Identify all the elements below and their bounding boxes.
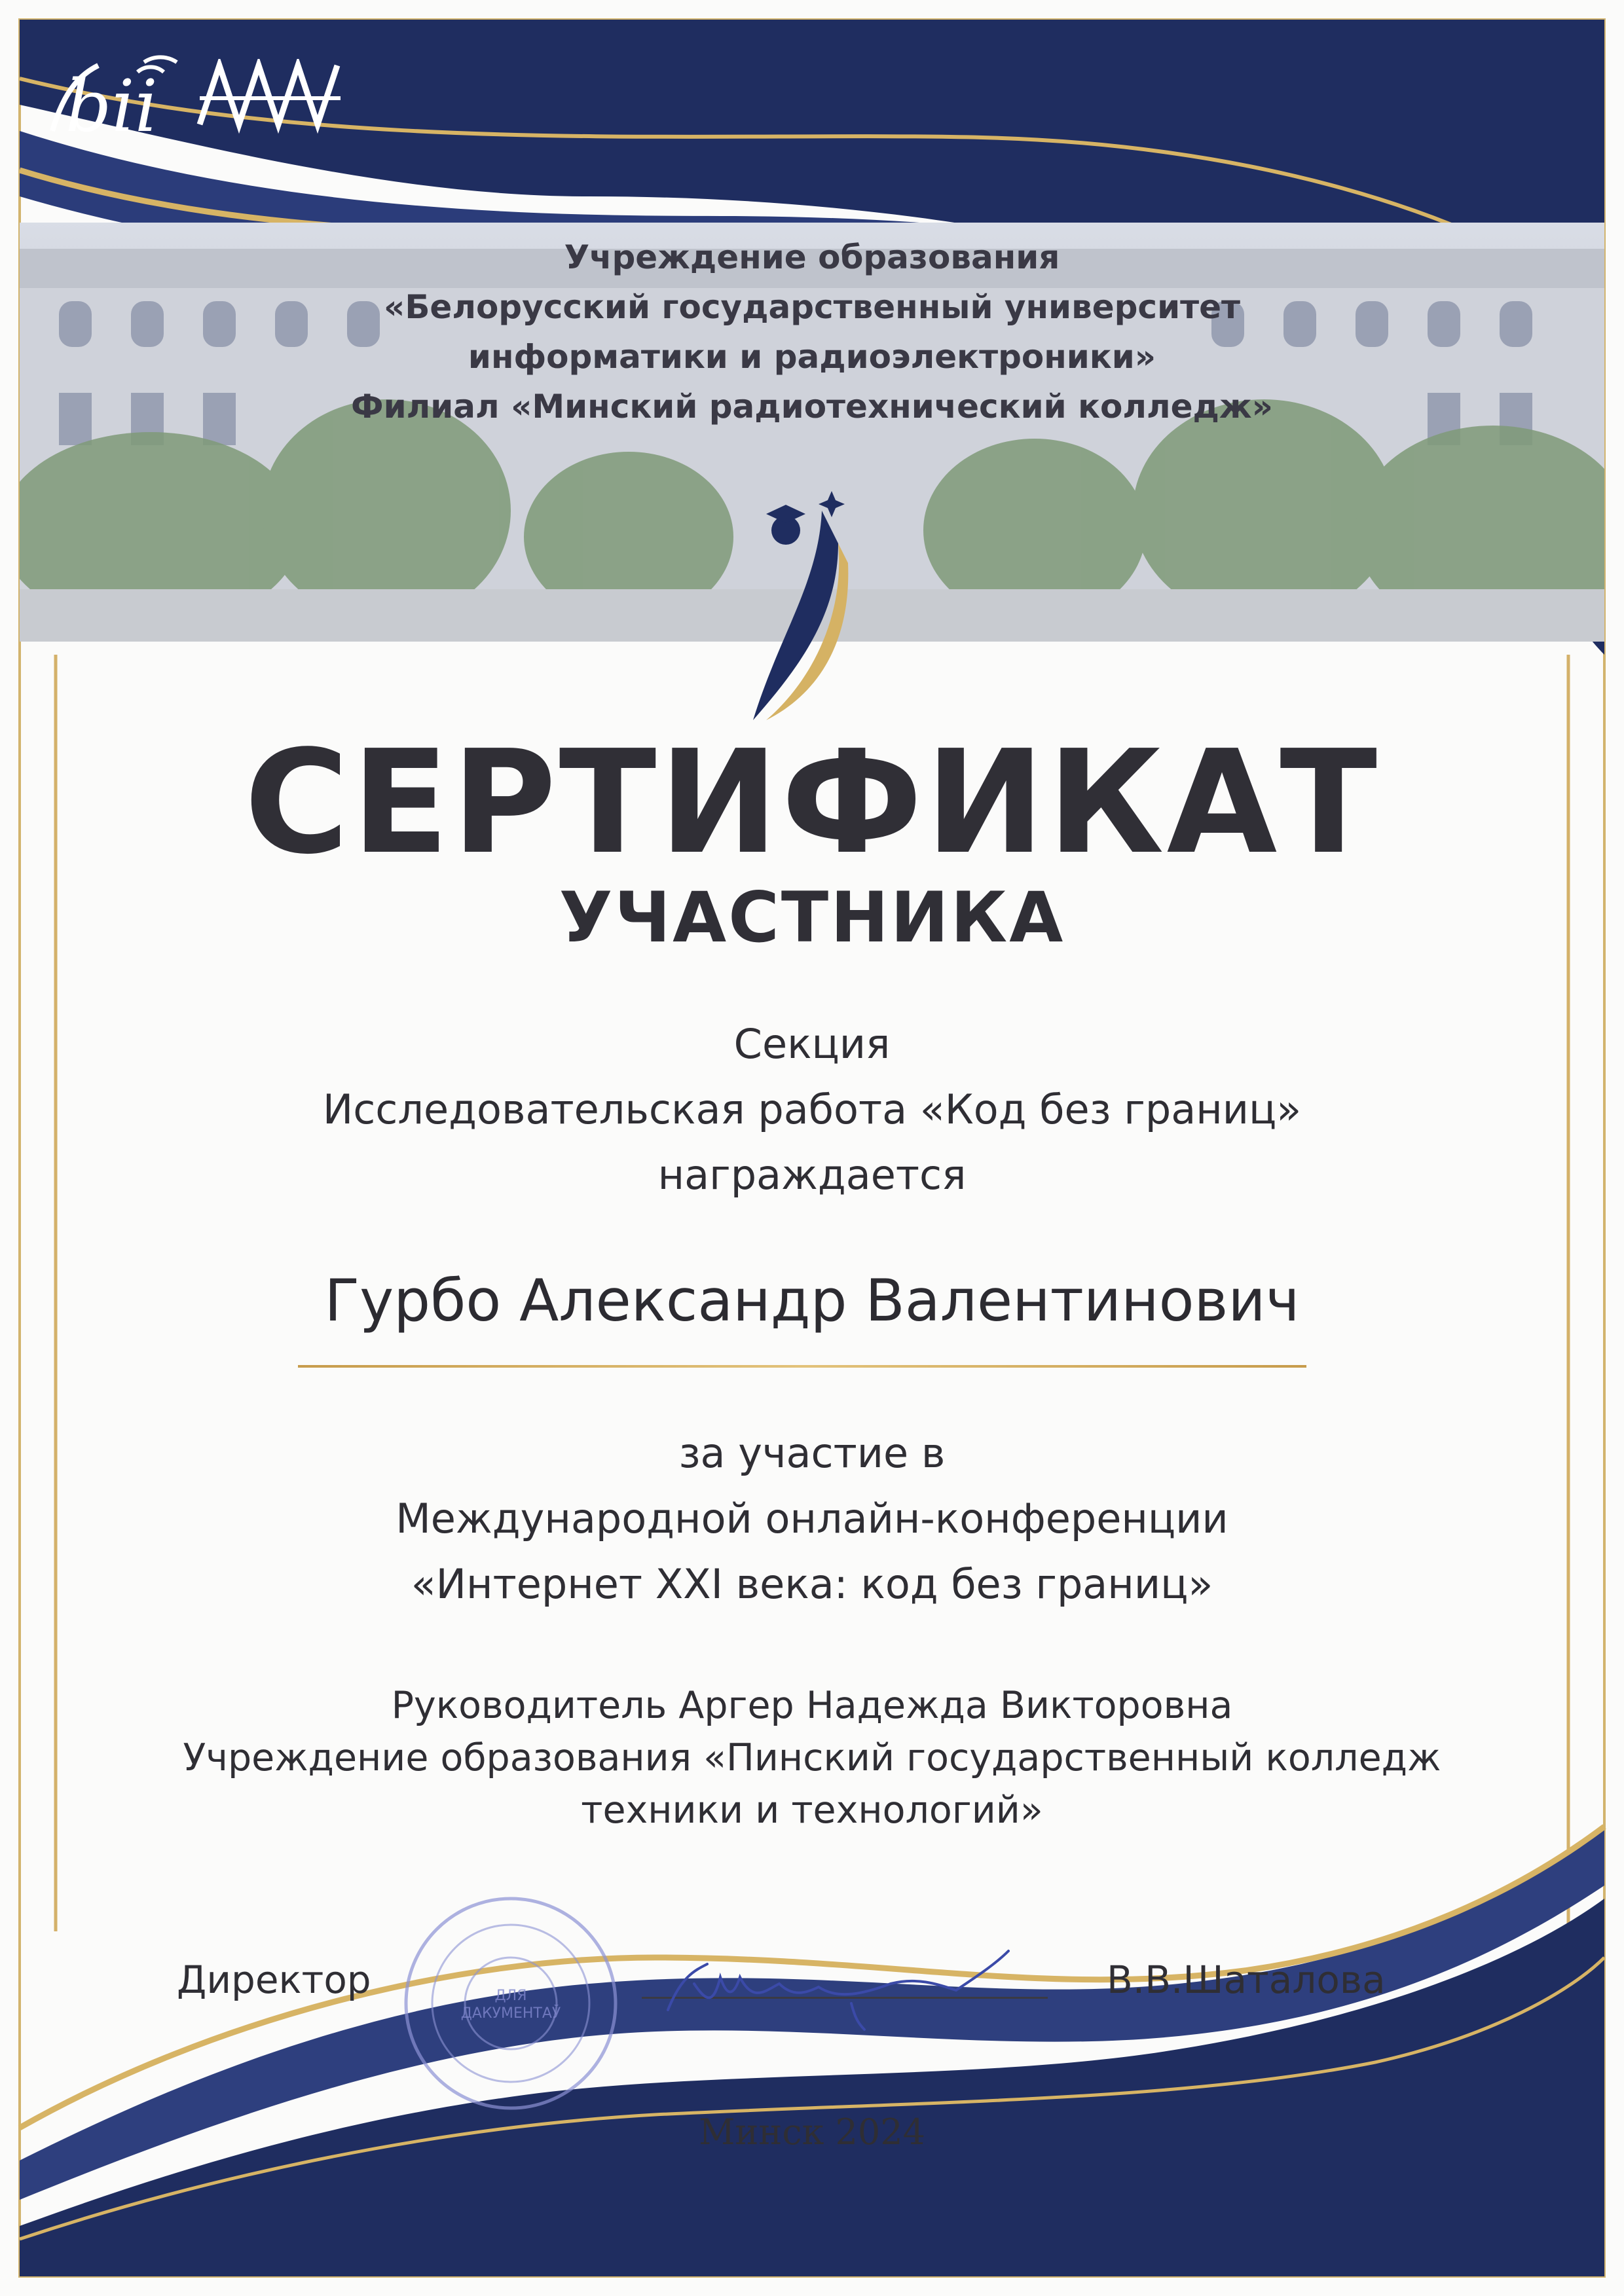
recipient-name: Гурбо Александр Валентинович [324,1267,1300,1334]
signature-role: Директор [177,1958,371,2002]
graduate-emblem-icon [740,484,858,733]
event-line-1: за участие в [678,1429,946,1477]
svg-text:ДЛЯ: ДЛЯ [494,1988,527,2004]
organization-line-3: информатики и радиоэлектроники» [468,338,1156,376]
supervisor-line-1: Руководитель Аргер Надежда Викторовна [391,1684,1233,1727]
organization-header [0,232,1624,431]
organization-line-1: Учреждение образования [564,238,1060,276]
svg-text:ДАКУМЕНТАЎ: ДАКУМЕНТАЎ [460,2005,561,2022]
awarded-text: награждается [657,1151,967,1199]
organization-line-4: Филиал «Минский радиотехнический колледж» [351,388,1273,426]
official-stamp [399,1892,622,2115]
director-signature [655,1938,1035,2036]
supervisor-line-2: Учреждение образования «Пинский государственный колледж [183,1736,1441,1779]
event-block [0,1421,1624,1617]
certificate-title: СЕРТИФИКАТ [244,720,1380,886]
certificate-subtitle: УЧАСТНИКА [559,877,1065,958]
svg-text:bii: bii [65,64,158,144]
supervisor-line-3: техники и технологий» [581,1789,1043,1832]
mrk-logo [196,59,347,137]
bsuir-logo [39,46,196,144]
recipient-underline [298,1365,1306,1368]
city-year: Минск 2024 [699,2111,925,2153]
section-label: Секция [733,1020,891,1068]
event-line-3: «Интернет XXI века: код без границ» [411,1560,1213,1608]
director-name: В.В.Шаталова [1107,1958,1386,2002]
supervisor-block [0,1679,1624,1836]
section-block [0,1011,1624,1208]
organization-line-2: «Белорусский государственный университет [384,288,1240,326]
section-name: Исследовательская работа «Код без границ» [322,1085,1302,1133]
event-line-2: Международной онлайн-конференции [396,1495,1228,1542]
